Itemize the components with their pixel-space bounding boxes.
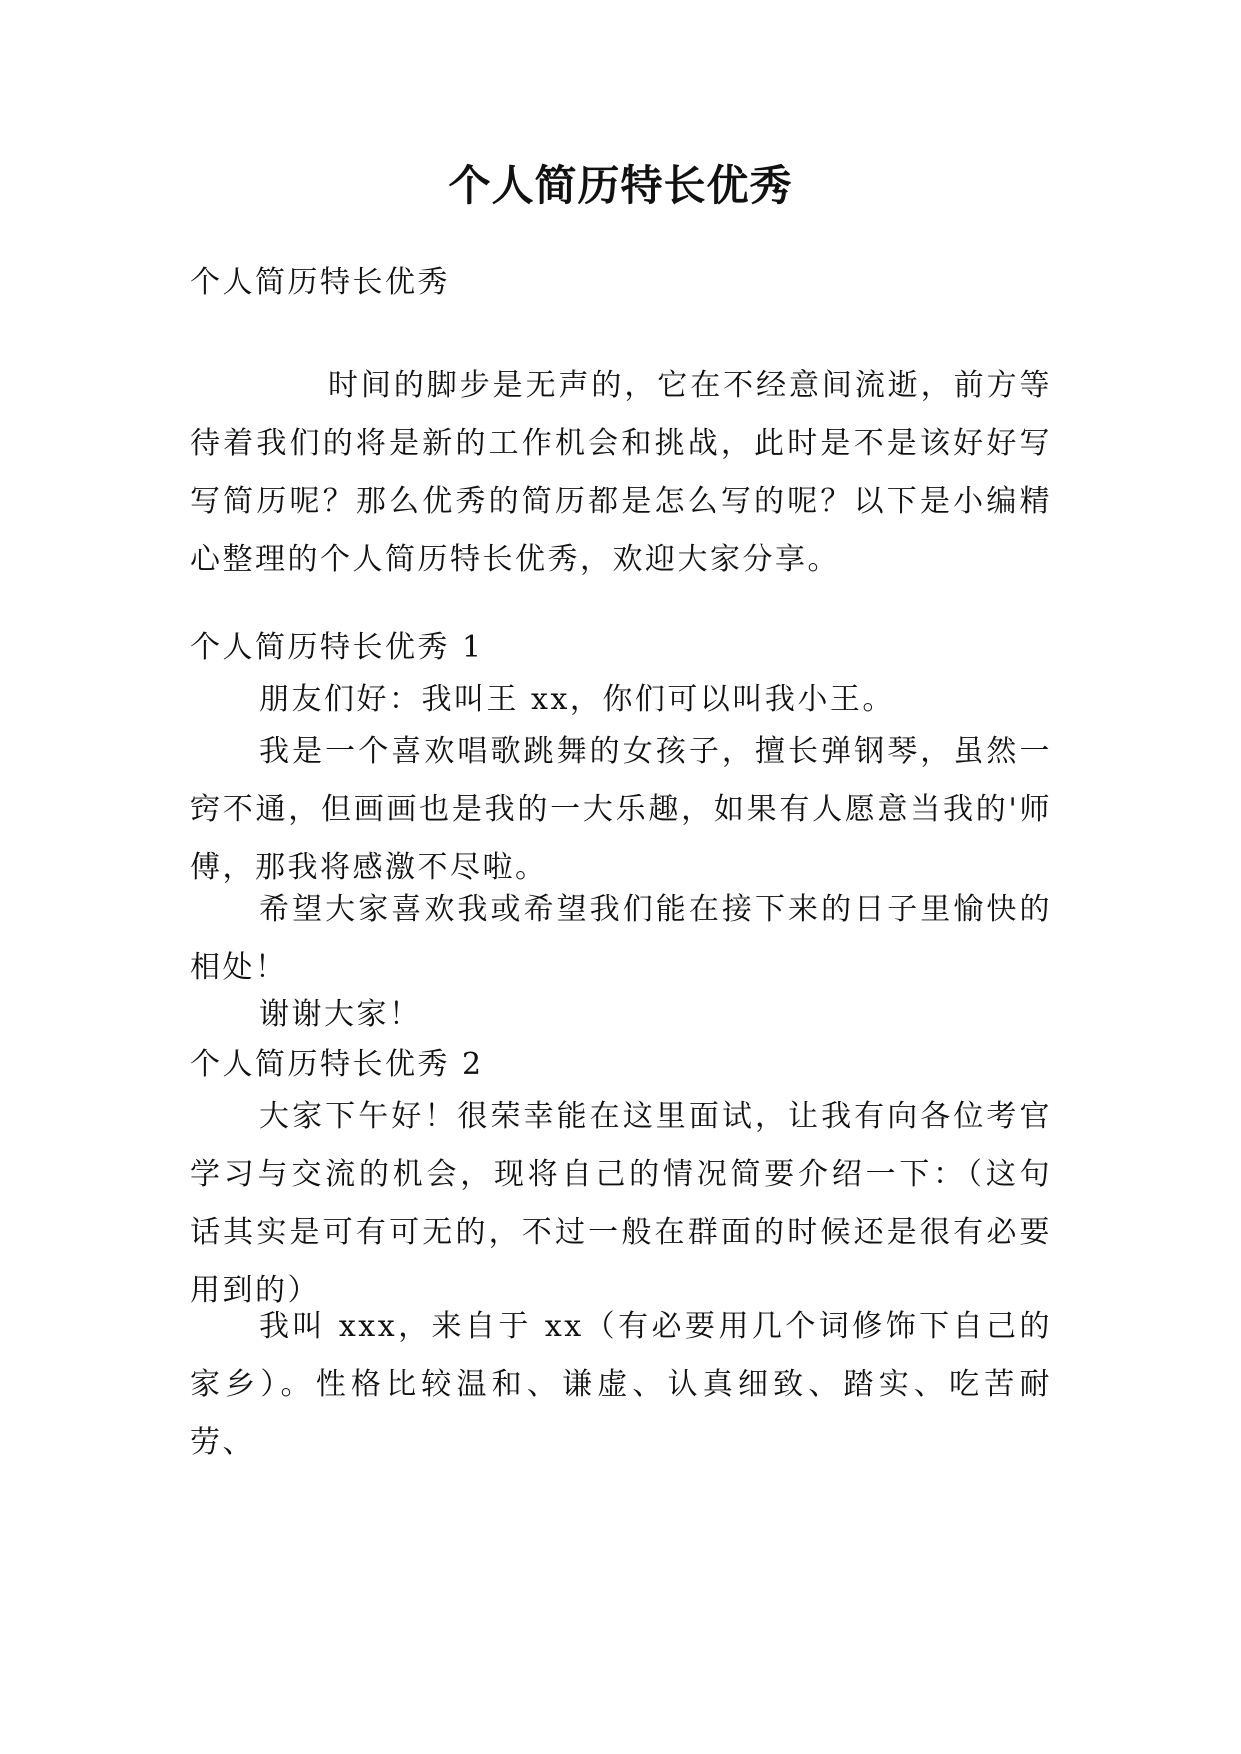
- section-2-paragraph-1: 大家下午好！很荣幸能在这里面试，让我有向各位考官学习与交流的机会，现将自己的情况简要介绍一下：（这句话其实是可有可无的，不过一般在群面的时候还是很有必要用到的）: [190, 1099, 1052, 1308]
- section-heading-2: 个人简历特长优秀 2: [190, 1047, 484, 1082]
- section-1-paragraph-1: 朋友们好：我叫王 xx，你们可以叫我小王。: [259, 682, 895, 717]
- section-1-paragraph-4: 谢谢大家！: [259, 997, 422, 1032]
- section-1-paragraph-3: 希望大家喜欢我或希望我们能在接下来的日子里愉快的相处！: [190, 892, 1052, 985]
- document-subtitle: 个人简历特长优秀: [190, 265, 450, 300]
- document-title: 个人简历特长优秀: [448, 161, 793, 210]
- section-heading-1: 个人简历特长优秀 1: [190, 630, 484, 665]
- intro-paragraph: 时间的脚步是无声的，它在不经意间流逝，前方等待着我们的将是新的工作机会和挑战，此时是不是该好好写写简历呢？那么优秀的简历都是怎么写的呢？以下是小编精心整理的个人简历特长优秀，欢迎大家分享。: [190, 368, 1052, 577]
- section-2-paragraph-2: 我叫 xxx，来自于 xx（有必要用几个词修饰下自己的家乡）。性格比较温和、谦虚、认真细致、踏实、吃苦耐劳、: [190, 1309, 1052, 1460]
- section-1-paragraph-2: 我是一个喜欢唱歌跳舞的女孩子，擅长弹钢琴，虽然一窍不通，但画画也是我的一大乐趣，如果有人愿意当我的'师傅，那我将感激不尽啦。: [190, 734, 1052, 885]
